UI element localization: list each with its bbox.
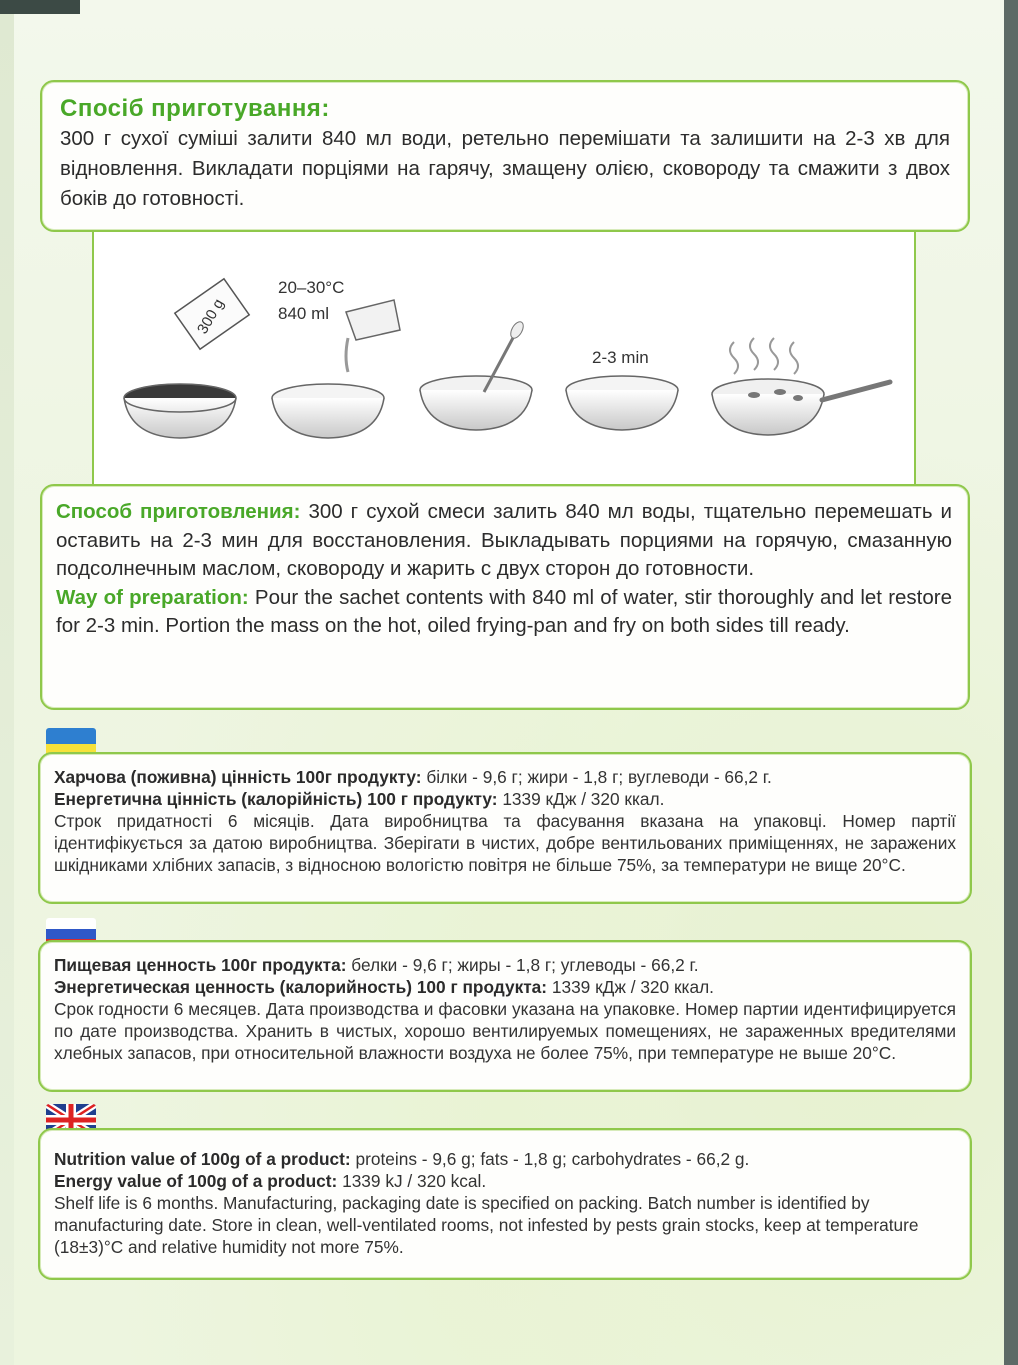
ua-energy-line: [54, 788, 956, 810]
ua-storage-text: Строк придатності 6 місяців. Дата виробництва та фасування вказана на упаковці. Номер партії ідентифікується за датою виробництва. Зберігати в чистих, добре вентильованих приміщеннях, не заражених шкідниками хлібних запасів, з відносною вологістю повітря не більше 75%, за температури не вище 20°С.: [54, 811, 956, 875]
measuring-cup-icon: [346, 300, 400, 372]
corner-edge: [0, 0, 80, 14]
en-nutrition-value: proteins - 9,6 g; fats - 1,8 g; carbohydrates - 66,2 g.: [350, 1149, 750, 1169]
ru-en-preparation-box: [40, 484, 970, 710]
en-storage-text: Shelf life is 6 months. Manufacturing, packaging date is specified on packing. Batch number is identified by manufacturing date. Store in clean, well-ventilated rooms, not infested by pests grain stocks, keep at temperature (18±3)°C and relative humidity not more 75%.: [54, 1193, 919, 1257]
uk-preparation-title: Спосіб приготування:: [60, 95, 330, 122]
en-nutrition-box: [38, 1128, 972, 1280]
ua-nutrition-value: білки - 9,6 г; жири - 1,8 г; вуглеводи - 66,2 г.: [421, 767, 772, 787]
ru-nutrition-box: [38, 940, 972, 1092]
ru-energy-label: Энергетическая ценность (калорийность) 100 г продукта:: [54, 977, 548, 997]
ua-nutrition-label: Харчова (поживна) цінність 100г продукту:: [54, 767, 422, 787]
en-nutrition-label: Nutrition value of 100g of a product:: [54, 1149, 351, 1169]
rest-time-label: 2-3 min: [592, 348, 649, 367]
en-preparation-text: [56, 584, 952, 641]
uk-preparation-box: [40, 80, 970, 232]
ua-energy-value: 1339 кДж / 320 ккал.: [497, 789, 665, 809]
water-temperature-label: 20–30°C: [278, 278, 345, 297]
en-preparation-title: Way of preparation:: [56, 585, 249, 609]
ua-energy-label: Енергетична цінність (калорійність) 100 г продукту:: [54, 789, 498, 809]
ru-nutrition-label: Пищевая ценность 100г продукта:: [54, 955, 347, 975]
steam-icon: [730, 338, 798, 374]
water-volume-label: 840 ml: [278, 304, 330, 323]
uk-preparation-text: 300 г сухої суміші залити 840 мл води, ретельно перемішати та залишити на 2-3 хв для відновлення. Викладати порціями на гарячу, змащену олією, сковороду та смажити з двох боків до готовності.: [60, 127, 950, 210]
side-edge: [0, 0, 14, 1365]
ru-preparation-text: [56, 498, 952, 584]
preparation-illustration: [92, 232, 916, 494]
bowl-4-icon: [566, 376, 678, 430]
preparation-steps-drawing: [94, 232, 914, 494]
ru-energy-line: [54, 976, 956, 998]
en-nutrition-line: [54, 1148, 956, 1170]
en-preparation-body: Pour the sachet contents with 840 ml of water, stir thoroughly and let restore for 2-3 min. Portion the mass on the hot, oiled frying-pan and fry on both sides till ready.: [56, 585, 952, 637]
en-energy-label: Energy value of 100g of a product:: [54, 1171, 338, 1191]
sachet-weight-label: 300 g: [194, 295, 228, 338]
ua-nutrition-box: [38, 752, 972, 904]
ru-preparation-body: 300 г сухой смеси залить 840 мл воды, тщательно перемешать и оставить на 2-3 мин для восстановления. Выкладывать порциями на горячую, смазанную подсолнечным маслом, сковороду и жарить с двух сторон до готовности.: [56, 500, 952, 580]
bowl-1-icon: [124, 384, 236, 438]
frying-pan-icon: [712, 379, 890, 435]
bowl-2-icon: [272, 384, 384, 438]
ru-nutrition-value: белки - 9,6 г; жиры - 1,8 г; углеводы - 66,2 г.: [346, 955, 699, 975]
bowl-3-spoon-icon: [420, 320, 532, 430]
ru-energy-value: 1339 кДж / 320 ккал.: [547, 977, 714, 997]
ua-nutrition-line: [54, 766, 956, 788]
ru-nutrition-line: [54, 954, 956, 976]
ru-storage-text: Срок годности 6 месяцев. Дата производства и фасовки указана на упаковке. Номер партии идентифицируется по дате производства. Хранить в чистых, хорошо вентилируемых помещениях, не зараженных вредителями хлебных запасов, при относительной влажности воздуха не более 75%, при температуре не выше 20°С.: [54, 999, 956, 1063]
en-energy-value: 1339 kJ / 320 kcal.: [337, 1171, 487, 1191]
ru-preparation-title: Способ приготовления:: [56, 500, 301, 523]
en-energy-line: [54, 1170, 956, 1192]
